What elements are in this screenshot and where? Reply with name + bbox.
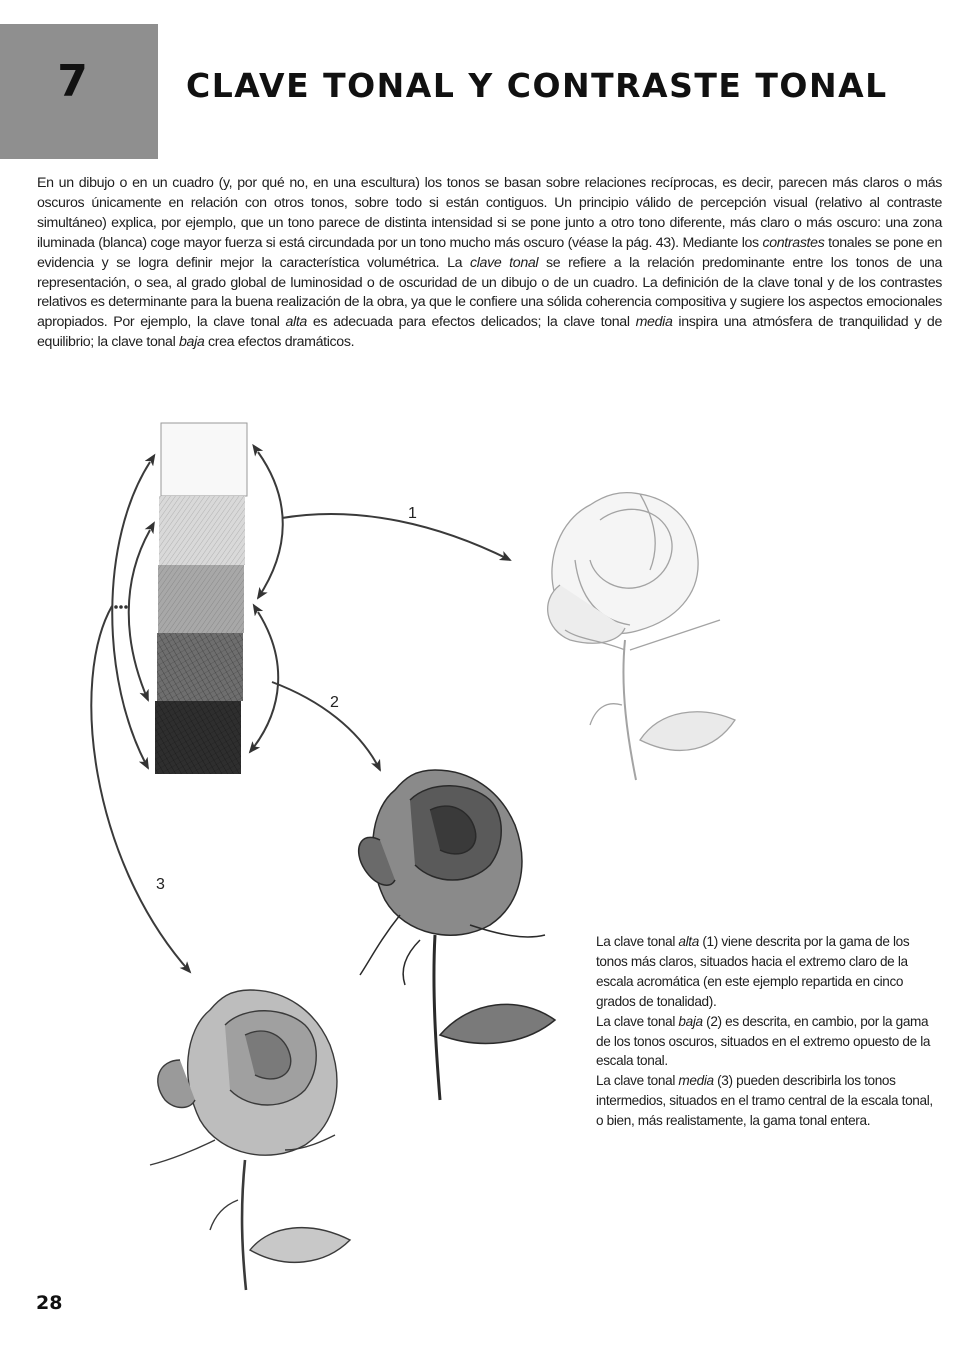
tone-swatch-1: [161, 423, 247, 496]
chapter-number: 7: [57, 56, 88, 107]
page-title: CLAVE TONAL Y CONTRASTE TONAL: [186, 66, 888, 105]
dotted-marker: [114, 605, 128, 609]
label-3: 3: [156, 876, 165, 893]
right-arrow-upper: [258, 452, 283, 598]
rose-dark-key: [359, 770, 555, 1100]
figure-caption: [596, 932, 942, 1131]
caption-high-key: La clave tonal alta (1) viene descrita por la gama de los tonos más claros, situados hacia el extremo claro de la escala acromática (en este ejemplo repartida en cinco grados de tonalidad).: [596, 934, 910, 1009]
label-2: 2: [330, 694, 339, 711]
arrow-2: [272, 682, 380, 770]
rose-medium-key: [150, 990, 350, 1290]
left-arrow-inner: [129, 530, 150, 700]
caption-low-key: La clave tonal baja (2) es descrita, en cambio, por la gama de los tonos oscuros, situados en el extremo opuesto de la escala tonal.: [596, 1013, 931, 1069]
tonal-scale: [155, 423, 247, 774]
caption-medium-key: La clave tonal media (3) pueden describirla los tonos intermedios, situados en el tramo central de la escala tonal, o bien, más realistamente, la gama tonal entera.: [596, 1073, 933, 1129]
page-number: 28: [36, 1292, 63, 1314]
left-arrow-outer: [112, 462, 150, 768]
intro-paragraph: En un dibujo o en un cuadro (y, por qué no, en una escultura) los tonos se basan sobre relaciones recíprocas, es decir, parecen más claros o más oscuros únicamente en relación con otros tonos, sobre todo si están contiguos. Un principio válido de percepción visual (relativo al contraste simultáneo) explica, por ejemplo, que un tono parece de distinta intensidad si se pone junto a otro tono diferente, más claro o más oscuro: una zona iluminada (blanca) coge mayor fuerza si está circundada por un tono mucho más oscuro (véase la pág. 43). Mediante los contrastes tonales se pone en evidencia y se logra definir mejor la característica volumétrica. La clave tonal se refiere a la relación predominante entre los tonos de una representación, o sea, al grado global de luminosidad o de oscuridad de un dibujo o de un cuadro. La definición de la clave tonal y de los contrastes relativos es determinante para la buena realización de la obra, ya que le confiere una sólida coherencia compositiva y sugiere los aspectos emocionales apropiados. Por ejemplo, la clave tonal alta es adecuada para efectos delicados; la clave tonal media inspira una atmósfera de tranquilidad y de equilibrio; la clave tonal baja crea efectos dramáticos.: [37, 175, 943, 351]
rose-light-key: [548, 493, 735, 780]
label-1: 1: [408, 505, 417, 522]
arrow-1: [282, 514, 510, 560]
